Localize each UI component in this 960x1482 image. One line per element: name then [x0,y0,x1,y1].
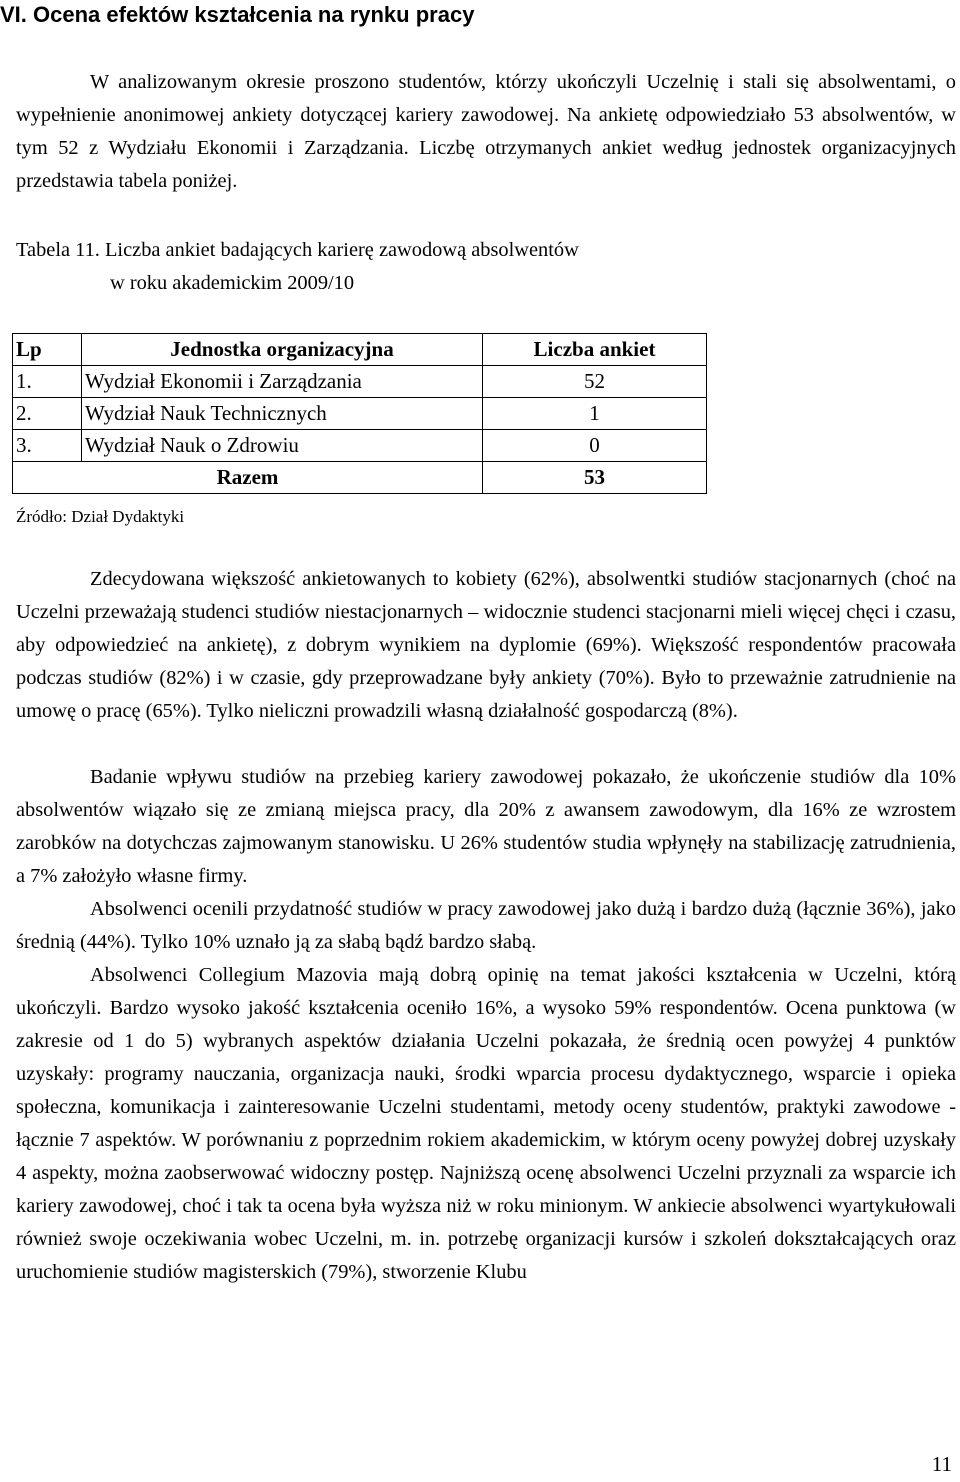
total-label: Razem [13,462,483,494]
paragraph-respondents: Zdecydowana większość ankietowanych to kobiety (62%), absolwentki studiów stacjonarnych (choć na Uczelni przeważają studenci studiów niestacjonarnych – widocznie studenci stacjonarni mieli więcej chęci i czasu, aby odpowiedzieć na ankietę), z dobrym wynikiem na dyplomie (69%). Większość respondentów pracowała podczas studiów (82%) i w czasie, gdy przeprowadzane były ankiety (70%). Było to przeważnie zatrudnienie na umowę o pracę (65%). Tylko nieliczni prowadzili własną działalność gospodarczą (8%). [16,568,956,722]
header-unit: Jednostka organizacyjna [82,334,483,366]
table-caption-line-2: w roku akademickim 2009/10 [110,272,355,294]
table-row [13,398,707,430]
table-row [13,366,707,398]
paragraph-career-impact: Badanie wpływu studiów na przebieg kariery zawodowej pokazało, że ukończenie studiów dla 10% absolwentów wiązało się ze zmianą miejsca pracy, dla 20% z awansem zawodowym, dla 16% ze wzrostem zarobków na dotychczas zajmowanym stanowisku. U 26% studentów studia wpłynęły na stabilizację zatrudnienia, a 7% założyło własne firmy. [16,766,956,887]
cell-count: 52 [483,366,707,398]
section-heading: VI. Ocena efektów kształcenia na rynku pracy [0,2,475,27]
total-value: 53 [483,462,707,494]
table-row [13,430,707,462]
header-lp: Lp [13,334,82,366]
table-source: Źródło: Dział Dydaktyki [16,507,185,526]
paragraph-quality-opinion: Absolwenci Collegium Mazovia mają dobrą opinię na temat jakości kształcenia w Uczelni, którą ukończyli. Bardzo wysoko jakość kształcenia oceniło 16%, a wysoko 59% respondentów. Ocena punktowa (w zakresie od 1 do 5) wybranych aspektów działania Uczelni pokazała, że średnią ocen powyżej 4 punktów uzyskały: programy nauczania, organizacja nauki, środki wparcia procesu dydaktycznego, wsparcie i opieka społeczna, komunikacja i zainteresowanie Uczelni studentami, metody oceny studentów, praktyki zawodowe - łącznie 7 aspektów. W porównaniu z poprzednim rokiem akademickim, w którym oceny powyżej dobrej uzyskały 4 aspekty, można zaobserwować widoczny postęp. Najniższą ocenę absolwenci Uczelni przyznali za wsparcie ich kariery zawodowej, choć i tak ta ocena była wyższa niż w roku minionym. W ankiecie absolwenci wyartykułowali również swoje oczekiwania wobec Uczelni, m. in. potrzebę organizacji kursów i szkoleń dokształcających oraz uruchomienie studiów magisterskich (79%), stworzenie Klubu [16,964,956,1283]
page-number: 11 [931,1452,952,1476]
cell-unit: Wydział Nauk o Zdrowiu [82,430,483,462]
paragraph-usefulness: Absolwenci ocenili przydatność studiów w pracy zawodowej jako dużą i bardzo dużą (łącznie 36%), jako średnią (44%). Tylko 10% uznało ją za słabą bądź bardzo słabą. [16,898,956,953]
table-total-row [13,462,707,494]
intro-paragraph: W analizowanym okresie proszono studentów, którzy ukończyli Uczelnię i stali się absolwentami, o wypełnienie anonimowej ankiety dotyczącej kariery zawodowej. Na ankietę odpowiedziało 53 absolwentów, w tym 52 z Wydziału Ekonomii i Zarządzania. Liczbę otrzymanych ankiet według jednostek organizacyjnych przedstawia tabela poniżej. [16,71,956,192]
cell-unit: Wydział Ekonomii i Zarządzania [82,366,483,398]
cell-count: 1 [483,398,707,430]
surveys-table [12,333,707,494]
table-caption [16,234,579,300]
cell-lp: 1. [13,366,82,398]
table-header-row [13,334,707,366]
cell-lp: 3. [13,430,82,462]
cell-count: 0 [483,430,707,462]
cell-unit: Wydział Nauk Technicznych [82,398,483,430]
table-caption-line-1: Tabela 11. Liczba ankiet badających karierę zawodową absolwentów [16,239,579,261]
cell-lp: 2. [13,398,82,430]
header-count: Liczba ankiet [483,334,707,366]
